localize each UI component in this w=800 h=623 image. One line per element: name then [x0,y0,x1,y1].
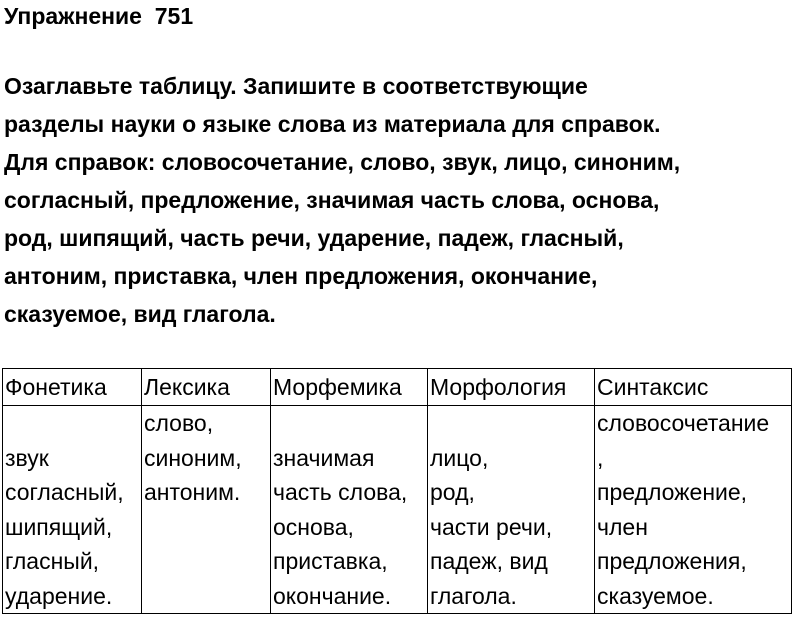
cell-word: шипящий, [5,513,113,540]
task-text [4,67,794,333]
cell-word: антоним. [144,479,241,505]
cell-word: , [597,444,604,471]
task-line: антоним, приставка, член предложения, окончание, [4,263,598,289]
cell-word: согласный, [5,479,124,505]
cell-word: падеж, вид [430,548,548,574]
cell-word: предложение, [597,479,748,505]
exercise-title: Упражнение 751 [4,3,194,29]
header-lexicon: Лексика [142,369,271,406]
header-syntax: Синтаксис [595,369,792,406]
cell-word: лицо, [430,444,489,471]
cell-word: сказуемое. [597,582,714,609]
cell-lexicon [142,406,271,614]
cell-word: гласный, [5,548,100,574]
cell-word: приставка, [273,548,388,574]
cell-morphology [428,406,595,614]
task-line: Озаглавьте таблицу. Запишите в соответствующие [4,73,588,99]
task-line: разделы науки о языке слова из материала для справок. [4,111,661,137]
task-line: Для справок: словосочетание, слово, звук, лицо, синоним, [4,149,681,175]
cell-word: член [597,513,648,540]
header-row [3,369,792,406]
cell-word: ударение. [5,582,113,609]
header-morphology: Морфология [428,369,595,406]
cell-word: окончание. [273,582,392,609]
cell-word: основа, [273,513,354,540]
cell-word: синоним, [144,444,242,471]
cell-morphemics [271,406,428,614]
task-line: сказуемое, вид глагола. [4,301,276,327]
answer-table [2,368,792,614]
cell-word: род, [430,479,475,505]
cell-phonetics [3,406,142,614]
table-row [3,406,792,614]
cell-word: предложения, [597,548,747,574]
header-morphemics: Морфемика [271,369,428,406]
header-phonetics: Фонетика [3,369,142,406]
cell-word: значимая [273,444,375,471]
task-line: род, шипящий, часть речи, ударение, падеж, гласный, [4,225,624,251]
cell-word: звук [5,444,49,471]
cell-syntax [595,406,792,614]
cell-word: часть слова, [273,479,408,505]
cell-word: слово, [144,410,214,436]
cell-word: глагола. [430,582,517,609]
cell-word: части речи, [430,513,553,540]
cell-word: словосочетание [597,410,770,436]
task-line: согласный, предложение, значимая часть слова, основа, [4,187,660,213]
